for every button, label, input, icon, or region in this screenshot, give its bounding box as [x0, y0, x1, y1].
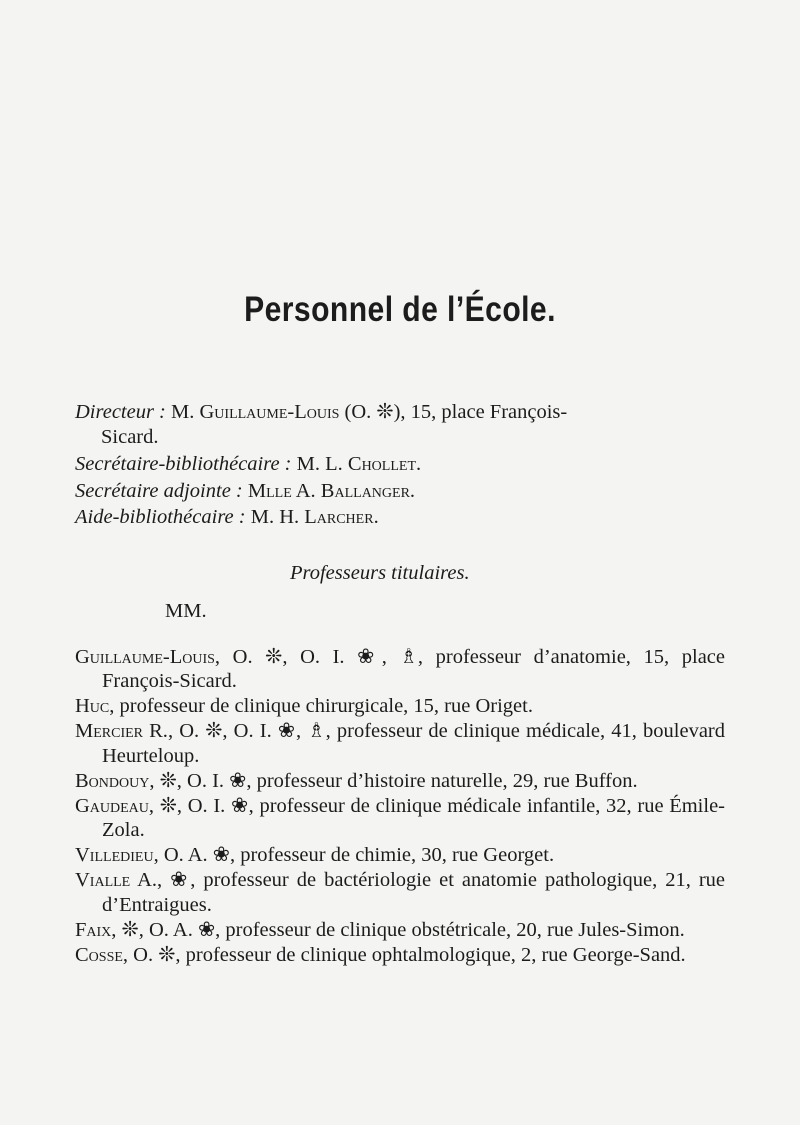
professor-details: , O. ❊, professeur de clinique ophtalmologique, 2, rue George-Sand. [122, 943, 686, 966]
professor-details: , professeur de clinique chirurgicale, 15, rue Origet. [109, 695, 533, 718]
professor-entry [75, 645, 725, 694]
staff-name: M. L. Chollet [296, 453, 416, 475]
professor-name: Villedieu [75, 844, 154, 867]
professor-details: , O. ❊, O. I. ❀, ♗, professeur de clinique médicale, 41, boulevard Heurteloup. [102, 720, 725, 767]
professor-name: Faix [75, 918, 112, 941]
professor-name: Gaudeau [75, 794, 149, 817]
professor-entry [75, 769, 725, 793]
staff-entry-director-continued [101, 425, 159, 450]
professor-entry [75, 943, 725, 967]
professor-details: , O. ❊, O. I. ❀, ♗, professeur d’anatomie, 15, place François-Sicard. [102, 646, 725, 693]
professor-name: Mercier R. [75, 720, 168, 743]
professor-entry [75, 843, 725, 867]
staff-details: (O. ❊), 15, place François- [339, 401, 568, 423]
professor-entry [75, 868, 725, 917]
professor-details: , ❊, O. I. ❀, professeur d’histoire naturelle, 29, rue Buffon. [149, 769, 638, 792]
professor-name: Vialle A. [75, 869, 158, 892]
staff-details: . [373, 506, 379, 528]
professor-entry [75, 694, 725, 718]
professor-list [75, 645, 725, 968]
staff-role: Directeur : [75, 401, 166, 423]
staff-name: Mlle A. Ballanger [247, 480, 410, 502]
professor-entry [75, 794, 725, 843]
staff-entry-assistant-librarian [75, 505, 379, 530]
professor-entry [75, 918, 725, 942]
staff-role: Aide-bibliothécaire : [75, 506, 246, 528]
staff-name: M. Guillaume-Louis [171, 401, 340, 423]
professor-name: Bondouy [75, 769, 150, 792]
page-title: Personnel de l’École. [244, 290, 556, 329]
staff-role: Secrétaire adjointe : [75, 480, 243, 502]
mm-label: MM. [165, 600, 207, 622]
staff-details-continued: Sicard. [101, 426, 159, 448]
professor-entry [75, 719, 725, 768]
staff-entry-secretary-librarian [75, 452, 421, 477]
staff-details: . [416, 453, 422, 475]
staff-role: Secrétaire-bibliothécaire : [75, 453, 292, 475]
professor-details: , O. A. ❀, professeur de chimie, 30, rue Georget. [153, 844, 555, 867]
section-heading: Professeurs titulaires. [290, 562, 470, 584]
professor-details: , ❊, O. I. ❀, professeur de clinique médicale infantile, 32, rue Émile-Zola. [102, 794, 725, 842]
staff-entry-assistant-secretary [75, 479, 415, 504]
staff-entry-director [75, 400, 567, 425]
professor-details: , ❀, professeur de bactériologie et anatomie pathologique, 21, rue d’Entraigues. [102, 869, 726, 916]
professor-name: Cosse [75, 943, 123, 966]
staff-name: M. H. Larcher [250, 506, 374, 528]
professor-name: Guillaume-Louis [75, 646, 215, 668]
professor-details: , ❊, O. A. ❀, professeur de clinique obstétricale, 20, rue Jules-Simon. [111, 918, 685, 941]
staff-details: . [409, 480, 416, 502]
professor-name: Huc [75, 695, 110, 718]
